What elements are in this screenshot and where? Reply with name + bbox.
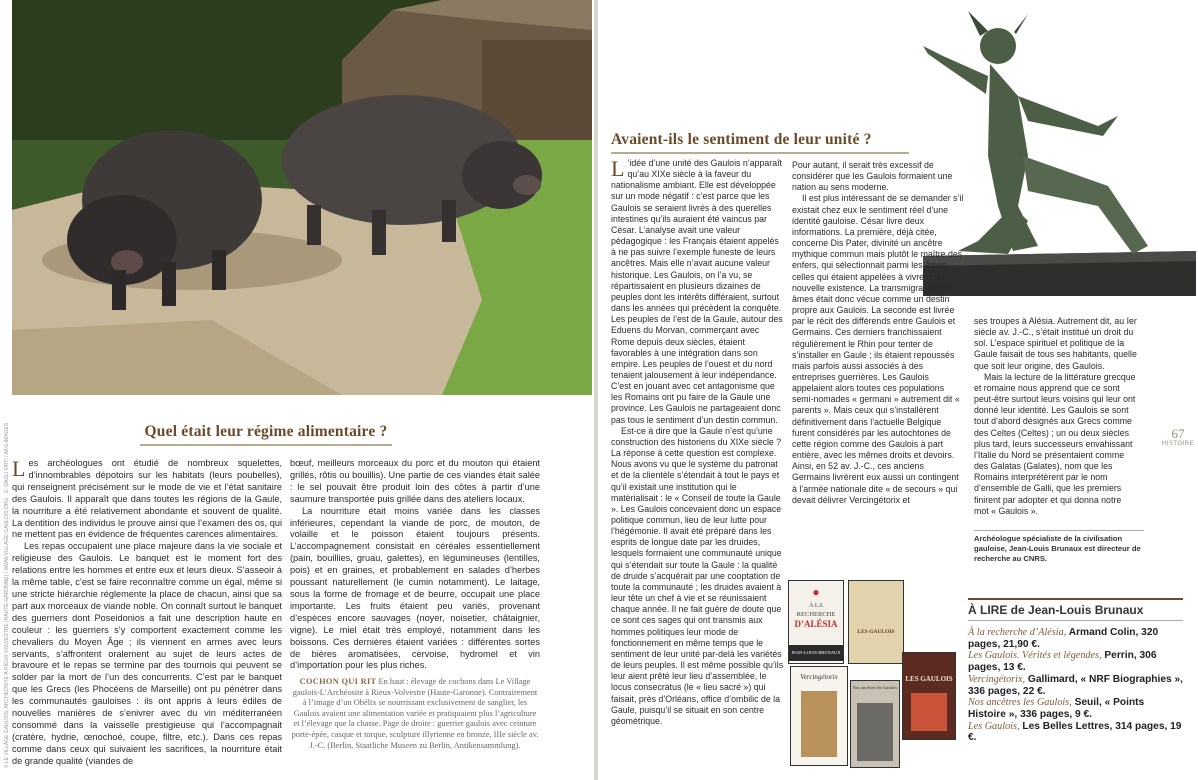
author-credit: Archéologue spécialiste de la civilisation gauloise, Jean-Louis Brunaux est directeur de recherche au CNRS. [974,530,1144,564]
photo-credit: © LE VILLAGE GAULOIS, ARCHÉOSITE À RIEUX-VOLVESTRE (HAUTE-GARONNE) / WWW.VILLAGE-GAULOIS.ORG · G. DAGLI ORTI / AKG-IMAGES [4,422,10,768]
unity-paragraph-3: Pour autant, il serait très excessif de considérer que les Gaulois formaient une nation au sens moderne. [792,160,953,193]
drop-cap: L [611,156,625,181]
book-cover-alesia [788,580,844,664]
reading-list-item [968,650,1183,673]
unity-paragraph-2: Est-ce à dire que la Gaule n’est qu’une construction des historiens du XIXe siècle ? La réponse à cette question est complexe. Nous avons vu que le système du patronat et de la clientèle s’étendait à tout le pays et qu’il existait une institution qui le matérialisait : le « Conseil de toute la Gaule ». Les Gaulois concevaient donc un espace politique commun, lieu de leur lutte pour l’hégémonie. Il avait été préparé dans les esprits de longue date par les druides, lesquels formaient une communauté unique qui s’étendait sur toute la Gaule : la qualité de druide s’acquérait par une cooptation de toute la communauté ; les druides avaient à leur tête un chef à vie et se réunissaient chaque année. Il ne fait guère de doute que ce sont ces sages qui ont transmis aux hommes politiques leur mode de fonctionnement en même temps que le sentiment de leur unité par-delà les variétés de leurs peuples. Il est même possible qu’ils leur aient prêté leur lieu d’assemblée, le locus consecratus (le « lieu sacré ») qui faisait, près d’Orléans, office d’ombilic de la Gaule, puisqu’il se situait en son centre géométrique. [611,425,784,726]
unity-paragraph-6: Mais la lecture de la littérature grecque et romaine nous apprend que ce sont peut-être surtout leurs voisins qui leur ont donné leur identité. Les Gaulois se sont tout d’abord désignés aux Grecs comme des Celtes (Celtes) ; un ou deux siècles plus tard, leurs successeurs envahissant l’Italie du Nord se présentaient comme des Galatas (Galates), nom que les Romains interprétèrent par le nom d’ensemble de Galli, que les premiers finirent par adopter et qui donna notre mot « Gaulois ». [974,371,1136,516]
cover-vercingetorix-title: Vercingétorix [800,673,838,681]
unity-paragraph-5: ses troupes à Alésia. Autrement dit, au Ier siècle av. J.-C., s’était institué un droit du sol. L’espace spirituel et politique de la Gaule faisait de tous ses habitants, quelle que soit leur origine, des Gaulois. [974,316,1137,371]
book-details: Les Belles Lettres, 314 pages, 19 €. [968,720,1182,744]
right-page [598,0,1198,780]
page-number: 67 [1171,426,1185,441]
book-title: Nos ancêtres les Gaulois, [968,697,1072,709]
unity-section-title: Avaient-ils le sentiment de leur unité ? [611,131,909,154]
page-folio [1158,426,1198,447]
reading-list-author: de Jean-Louis Brunaux [1007,603,1144,617]
book-details: Seuil, « Points Histoire », 336 pages, 9 €. [968,697,1145,720]
cover-ancetres-title: Nos ancêtres les Gaulois [852,685,898,690]
unity-paragraph-1-text: ’idée d’une unité des Gaulois n’apparaît qu’au XIXe siècle à la faveur du nationalisme ambiant. Elle est développée sur un mode négatif : c’est parce que les Gaulois se seraient livrés à des querelles intestines qu’ils auraient été vaincus par César. L’analyse avait une valeur pédagogique : les Français étaient appelés à ne pas suivre l’exemple funeste de leurs ancêtres. Mais elle n’avait aucune valeur historique. Les Gaulois, on l’a vu, se répartissaient en plusieurs dizaines de peuples dont les intérêts différaient, surtout dans les années qui précèdent la conquête. Les peuples de l’est de la Gaule, autour des Eduens du Morvan, commerçant avec Rome depuis deux siècles, étaient favorables à une intégration dans son empire. Les peuples de l’ouest et du nord tenaient jalousement à leur indépendance. C’est en jouant avec cet antagonisme que les Romains ont pu faire de la Gaule une province. Les Gaulois ne partageaient donc pas tous le sentiment d’un destin commun. [611,158,783,425]
reading-list-items [968,627,1183,744]
book-covers [788,580,958,770]
reading-list-item [968,627,1183,650]
reading-list [968,598,1183,744]
diet-paragraph-1 [12,458,282,541]
diet-paragraph-2: Les repas occupaient une place majeure dans la vie sociale et religieuse des Gaulois. Le banquet est le moment fort des relations entre les hommes et entre eux et leurs dieux. S’asseoir à la même table, c’est se faire reconnaître comme un égal, même si une stricte hiérarchie réglemente la place de chacun, ainsi que sa part aux morceaux de viande noble. On connaît surtout le banquet des guerriers dont Poseidonios a fait une description haute en couleur : les guerriers s’y comportent exactement comme les chevaliers du Moyen Âge ; ils viennent en armes avec leurs servants, s’affrontent oralement au sujet de leurs actes de bravoure et le repas se termine par des tournois qui peuvent se solder par la mort de l’un des concurrents. C’est par le banquet que les Grecs (les Phocéens de Marseille) ont pu pénétrer dans les communautés gauloises : ils ont appris à leurs édiles de nouvelles manières de s’enivrer avec du vin méditerranéen consommé dans la vaisselle prestigieuse qui l’accompagnait (cratère, hydrie, œnochoé, coupe, filtre, etc.). Dans ces repas comme dans ceux qui suivaient les sacrifices, la nourriture était de grande qualité (viandes de [12,541,282,766]
reading-list-item [968,697,1183,720]
reading-list-prefix: À LIRE [968,603,1008,617]
cover-alesia-line2: RECHERCHE [796,611,836,618]
diet-section-title: Quel était leur régime alimentaire ? [140,423,392,446]
book-cover-vercingetorix [790,666,848,766]
book-details: Gallimard, « NRF Biographies », 336 pages, 22 €. [968,673,1184,697]
caption-lead: COCHON QUI RIT [299,677,377,686]
photo-credit-spine [2,422,12,770]
photo-caption [290,677,540,751]
cover-legendes-title: LES GAULOIS [857,629,895,635]
book-cover-belles-lettres [902,652,956,740]
cover-alesia-line1: À LA [809,603,823,609]
book-title: Vercingétorix, [968,673,1026,685]
unity-column-1 [611,158,784,727]
map-pin-icon: ● [812,585,820,599]
reading-list-heading [968,598,1183,621]
drop-cap: L [12,456,26,481]
unity-paragraph-1 [611,158,784,426]
book-title: Les Gaulois, [968,720,1020,732]
book-title: À la recherche d’Alésia, [968,627,1067,638]
pigs-photo [12,0,592,395]
book-title: Les Gaulois. Vérités et légendes, [968,650,1102,662]
book-cover-nos-ancetres [850,680,900,768]
unity-column-2 [792,160,964,506]
reading-list-item [968,721,1183,744]
reading-list-item [968,674,1183,697]
book-details: Perrin, 306 pages, 13 €. [968,650,1157,674]
diet-column-2 [290,458,540,672]
cover-poche-title: LES GAULOIS [905,675,953,683]
diet-paragraph-3: bœuf, meilleurs morceaux du porc et du mouton qui étaient grillés, rôtis ou bouillis). Une partie de ces viandes était salée : le sel pouvait être produit loin des côtes à partir d’une saumure transportée puis grillée dans des ateliers locaux. [290,458,540,504]
diet-column-1 [12,458,282,768]
cover-alesia-author: JEAN-LOUIS BRUNAUX [789,645,843,661]
diet-paragraph-4: La nourriture était moins variée dans les classes inférieures, cependant la viande de porc, de mouton, de volaille et le poisson étaient toujours présents. L’accompagnement consistait en céréales essentiellement (pain, bouillies, gruau, galettes), en légumineuses (lentilles, pois) et en graines, et probablement en salades d’herbes poussant naturellement (le cumin notamment). Le laitage, sous la forme de fromage et de beurre, occupait une place importante. Les fruits étaient peu variés, provenant d’espèces encore sauvages (noyer, noisetier, châtaignier, vigne). Le miel était très employé, notamment dans les boissons. Ces dernières étaient variées : différentes sortes de bières aromatisées, cervoise, hydromel et vin d’importation pour les plus riches. [290,505,540,671]
cover-alesia-line3: D’ALÉSIA [794,619,838,629]
caption-text: En haut : élevage de cochons dans Le Village gaulois-L’Archéosite à Rieux-Volvestre (Haute-Garonne). Contrairement à l’image d’un Obélix se nourrissant exclusivement de sanglier, les Gaulois avaient une alimentation variée et pratiquaient plus l’agriculture et l’élevage que la chasse. Page de droite : guerrier gaulois avec ceinture porte-épée, casque et torque, sculpture illyrienne en bronze, IIIe siècle av. J.-C. (Berlin, Staatliche Museen zu Berlin, Antikensammlung). [291,677,539,750]
book-details: Armand Colin, 320 pages, 21,90 €. [968,627,1159,650]
magazine-name: HISTOIRE [1161,441,1195,447]
unity-column-3 [974,316,1138,517]
book-cover-verites-legendes [848,580,904,664]
diet-paragraph-1-text: es archéologues ont étudié de nombreux squelettes, d’innombrables dépotoirs sur les habitats (leurs poubelles), qui renseignent précisément sur le mode de vie et l’état sanitaire des Gaulois. Il apparaît que dans toutes les régions de la Gaule, la nourriture a été relativement abondante et souvent de qualité. La dentition des individus le prouve ainsi que l’examen des os, qui ne mettent pas en évidence de fréquentes carences alimentaires. [12,458,282,540]
unity-paragraph-4: Il est plus intéressant de se demander s’il existait chez eux le sentiment réel d’une identité gauloise. César livre deux informations. La première, déjà citée, concerne Dis Pater, divinité un ancêtre mythique commun mais plutôt le maître des enfers, qui sélectionnait parmi les âmes celles qui étaient appelées à vivre une nouvelle existence. La transmigration des âmes était donc vécue comme un destin propre aux Gaulois. La seconde est livrée par le récit des différends entre Gaulois et Germains. Ces derniers franchissaient régulièrement le Rhin pour tenter de s’installer en Gaule ; ils étaient repoussés mais parfois aussi associés à des entreprises guerrières. Les Gaulois appelaient alors toutes ces populations semi-nomades « germani » autrement dit « parents ». Mais ceux qui s’installèrent définitivement dans l’actuelle Belgique furent considérés par les autochtones de cette région comme des Gaulois à part entière, avec les mêmes droits et devoirs. Ainsi, en 52 av. J.-C., ces anciens Germains livrèrent eux aussi un contingent à l’armée nationale dite « de secours » qui devait délivrer Vercingétorix et [792,193,964,505]
pigs-illustration [12,0,592,395]
left-page [0,0,594,780]
